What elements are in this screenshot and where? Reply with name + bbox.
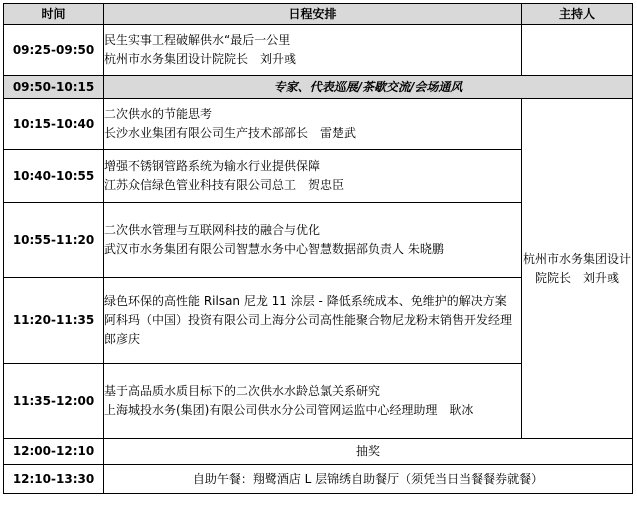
time-cell: 10:55-11:20 [4,203,104,278]
talk-title: 二次供水的节能思考 [104,107,213,121]
time-cell: 09:25-09:50 [4,25,104,76]
talk-speaker: 长沙水业集团有限公司生产技术部部长 雷楚武 [104,126,357,140]
talk-title: 绿色环保的高性能 Rilsan 尼龙 11 涂层 - 降低系统成本、免维护的解决方案 [104,294,507,308]
time-cell: 12:10-13:30 [4,465,104,494]
header-time: 时间 [4,4,104,25]
agenda-cell [104,25,522,76]
agenda-cell [104,99,522,150]
time-cell: 12:00-12:10 [4,439,104,465]
talk-speaker: 上海城投水务(集团)有限公司供水分公司管网运监中心经理助理 耿冰 [104,403,474,417]
event-cell: 抽奖 [104,439,633,465]
schedule-table [3,3,633,494]
talk-title: 二次供水管理与互联网科技的融合与优化 [104,223,321,237]
table-row [4,465,633,494]
agenda-cell [104,278,525,364]
talk-title: 增强不锈钢管路系统为输水行业提供保障 [104,159,321,173]
agenda-cell [104,150,522,203]
table-row [4,76,633,99]
time-cell: 10:40-10:55 [4,150,104,203]
time-cell: 11:20-11:35 [4,278,104,364]
table-row [4,439,633,465]
host-cell-empty [522,25,633,76]
time-cell: 10:15-10:40 [4,99,104,150]
talk-speaker: 武汉市水务集团有限公司智慧水务中心智慧数据部负责人 朱晓鹏 [104,242,444,256]
time-cell: 09:50-10:15 [4,76,104,99]
header-host: 主持人 [522,4,633,25]
talk-speaker: 阿科玛（中国）投资有限公司上海分公司高性能聚合物尼龙粉末销售开发经理 郎彦庆 [104,313,525,346]
header-row [4,4,633,25]
event-cell: 专家、代表巡展/茶歇交流/会场通风 [104,76,633,99]
talk-title: 基于高品质水质目标下的二次供水水龄总氯关系研究 [104,384,381,398]
host-cell: 杭州市水务集团设计院院长 刘升彧 [522,99,633,439]
agenda-cell [104,203,522,278]
event-cell: 自助午餐：翔鹭酒店 L 层锦绣自助餐厅（须凭当日当餐餐券就餐） [104,465,633,494]
time-cell: 11:35-12:00 [4,364,104,439]
table-row [4,25,633,76]
talk-speaker: 杭州市水务集团设计院院长 刘升彧 [104,52,297,66]
talk-title: 民生实事工程破解供水“最后一公里 [104,33,291,47]
table-row [4,99,633,150]
agenda-cell [104,364,522,439]
header-schedule: 日程安排 [104,4,522,25]
talk-speaker: 江苏众信绿色管业科技有限公司总工 贺忠臣 [104,178,345,192]
